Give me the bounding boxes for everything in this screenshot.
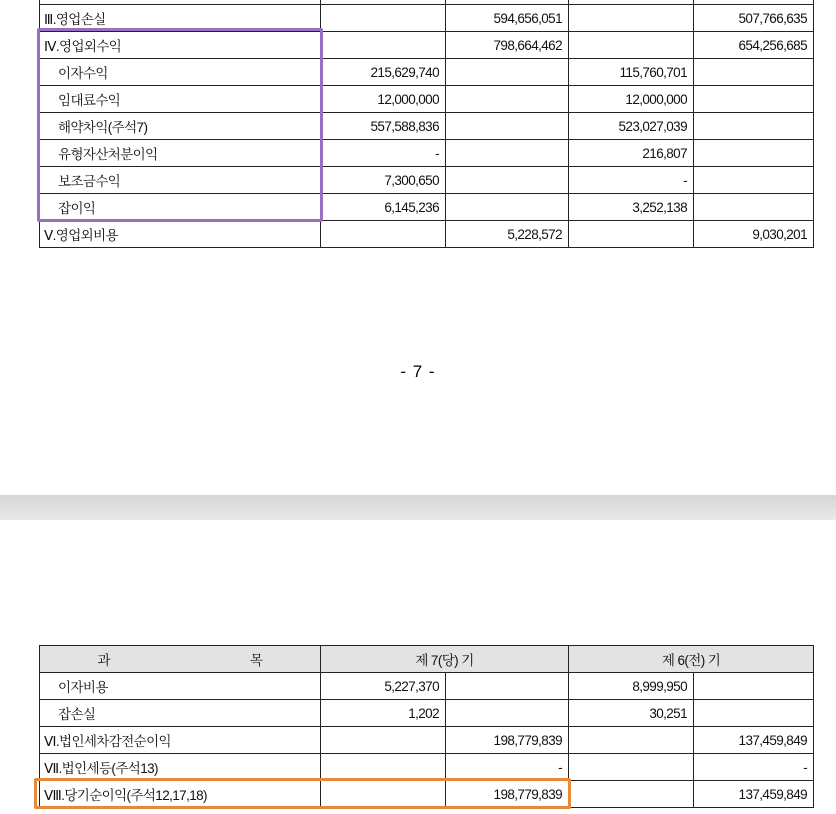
- row-label: Ⅲ.영업손실: [40, 5, 321, 32]
- current-detail: [321, 754, 446, 781]
- current-detail: 7,300,650: [321, 167, 446, 194]
- previous-detail: [569, 32, 694, 59]
- income-statement-table-part2: [39, 645, 814, 808]
- row-label: Ⅳ.영업외수익: [40, 32, 321, 59]
- previous-detail: 3,252,138: [569, 194, 694, 221]
- current-total: -: [446, 754, 569, 781]
- header-previous-period: 제 6(전) 기: [569, 646, 814, 673]
- previous-total: [694, 86, 814, 113]
- previous-detail: 12,000,000: [569, 86, 694, 113]
- current-total: 198,779,839: [446, 727, 569, 754]
- row-label: 임대료수익: [40, 86, 321, 113]
- header-current-period: 제 7(당) 기: [321, 646, 569, 673]
- table-row: [40, 221, 814, 248]
- previous-total: [694, 59, 814, 86]
- current-detail: 5,227,370: [321, 673, 446, 700]
- current-total: [446, 167, 569, 194]
- table-row: [40, 754, 814, 781]
- previous-detail: [569, 754, 694, 781]
- row-label: 해약차익(주석7): [40, 113, 321, 140]
- table-row: [40, 167, 814, 194]
- current-detail: 12,000,000: [321, 86, 446, 113]
- current-total: 798,664,462: [446, 32, 569, 59]
- current-detail: 215,629,740: [321, 59, 446, 86]
- previous-detail: -: [569, 167, 694, 194]
- table-row: [40, 140, 814, 167]
- page-gap: [0, 495, 836, 520]
- current-detail: 1,202: [321, 700, 446, 727]
- previous-detail: 216,807: [569, 140, 694, 167]
- page-number: - 7 -: [400, 362, 436, 381]
- current-total: [446, 113, 569, 140]
- header-subject: [40, 646, 321, 673]
- table-row: [40, 86, 814, 113]
- previous-total: -: [694, 754, 814, 781]
- row-label: 이자비용: [40, 673, 321, 700]
- row-label: Ⅶ.법인세등(주석13): [40, 754, 321, 781]
- table-row: [40, 59, 814, 86]
- previous-total: [694, 194, 814, 221]
- previous-detail: [569, 727, 694, 754]
- current-detail: 557,588,836: [321, 113, 446, 140]
- header-subject-b: 목: [250, 653, 263, 668]
- table-row: [40, 727, 814, 754]
- current-detail: [321, 221, 446, 248]
- current-detail: -: [321, 140, 446, 167]
- table-row: [40, 700, 814, 727]
- previous-detail: [569, 221, 694, 248]
- current-detail: 6,145,236: [321, 194, 446, 221]
- table-row: [40, 5, 814, 32]
- row-label: 잡이익: [40, 194, 321, 221]
- previous-detail: [569, 5, 694, 32]
- row-label: Ⅵ.법인세차감전순이익: [40, 727, 321, 754]
- previous-total: [694, 140, 814, 167]
- current-total: 594,656,051: [446, 5, 569, 32]
- previous-total: 137,459,849: [694, 781, 814, 808]
- table-row: [40, 32, 814, 59]
- current-detail: [321, 5, 446, 32]
- current-total: [446, 140, 569, 167]
- table-row: [40, 194, 814, 221]
- previous-detail: 8,999,950: [569, 673, 694, 700]
- row-label: Ⅷ.당기순이익(주석12,17,18): [40, 781, 321, 808]
- current-detail: [321, 781, 446, 808]
- previous-total: 654,256,685: [694, 32, 814, 59]
- previous-total: [694, 673, 814, 700]
- previous-total: [694, 113, 814, 140]
- current-detail: [321, 32, 446, 59]
- table-row: [40, 113, 814, 140]
- table-header-row: [40, 646, 814, 673]
- previous-total: 137,459,849: [694, 727, 814, 754]
- row-label: Ⅴ.영업외비용: [40, 221, 321, 248]
- header-subject-a: 과: [97, 653, 110, 668]
- previous-detail: [569, 781, 694, 808]
- table-row: [40, 673, 814, 700]
- row-label: 잡손실: [40, 700, 321, 727]
- row-label: 이자수익: [40, 59, 321, 86]
- table-row: [40, 781, 814, 808]
- current-total: [446, 59, 569, 86]
- current-total: [446, 673, 569, 700]
- previous-detail: 30,251: [569, 700, 694, 727]
- row-label: 유형자산처분이익: [40, 140, 321, 167]
- current-detail: [321, 727, 446, 754]
- document-page-8: [0, 520, 836, 814]
- current-total: [446, 194, 569, 221]
- previous-total: [694, 700, 814, 727]
- previous-detail: 115,760,701: [569, 59, 694, 86]
- current-total: [446, 700, 569, 727]
- previous-total: [694, 167, 814, 194]
- previous-total: 507,766,635: [694, 5, 814, 32]
- current-total: 5,228,572: [446, 221, 569, 248]
- previous-total: 9,030,201: [694, 221, 814, 248]
- current-total: 198,779,839: [446, 781, 569, 808]
- income-statement-table-part1: [39, 0, 814, 248]
- row-label: 보조금수익: [40, 167, 321, 194]
- previous-detail: 523,027,039: [569, 113, 694, 140]
- current-total: [446, 86, 569, 113]
